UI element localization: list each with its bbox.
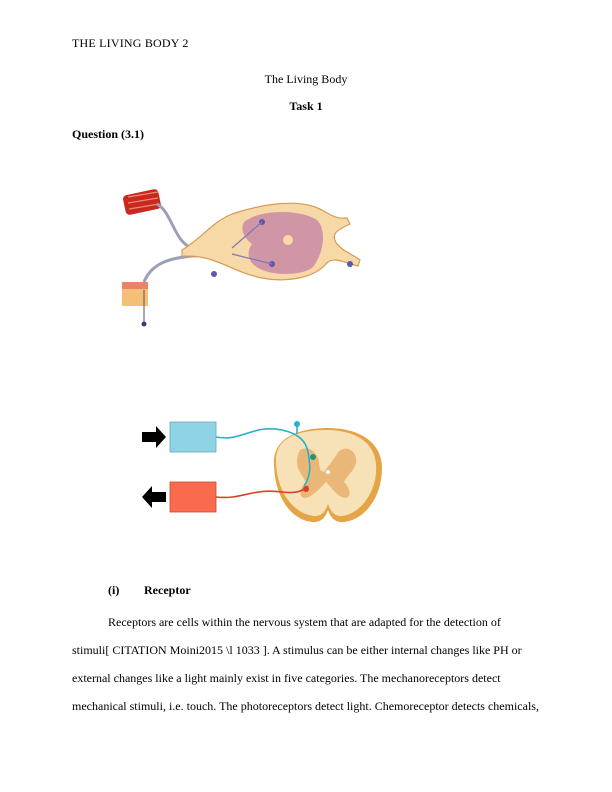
paragraph-line: external changes like a light mainly exist in five categories. The mechanoreceptors detect xyxy=(72,671,501,685)
section-heading xyxy=(108,583,191,598)
muscle-icon xyxy=(122,188,161,215)
running-head: THE LIVING BODY 2 xyxy=(72,36,189,50)
document-title: The Living Body xyxy=(264,72,348,86)
section-number: (i) xyxy=(108,583,120,597)
task-heading: Task 1 xyxy=(289,99,323,113)
reflex-diagram xyxy=(112,402,384,544)
arrow-right-icon xyxy=(142,426,166,448)
spinal-cord-section xyxy=(274,428,382,522)
section-title: Receptor xyxy=(144,583,191,597)
paragraph-line: mechanical stimuli, i.e. touch. The photoreceptors detect light. Chemoreceptor detects chemicals, xyxy=(72,699,539,713)
skin-icon xyxy=(122,282,148,327)
receptor-paragraph xyxy=(72,608,542,720)
effector-box xyxy=(170,482,216,512)
receptor-box xyxy=(170,422,216,452)
paragraph-line: Receptors are cells within the nervous system that are adapted for the detection of xyxy=(108,615,501,629)
question-heading: Question (3.1) xyxy=(72,127,144,141)
paragraph-line: stimuli[ CITATION Moini2015 \l 1033 ]. A stimulus can be either internal changes like PH or xyxy=(72,643,522,657)
arrow-left-icon xyxy=(142,486,166,508)
reflex-arc-illustration xyxy=(112,182,366,330)
